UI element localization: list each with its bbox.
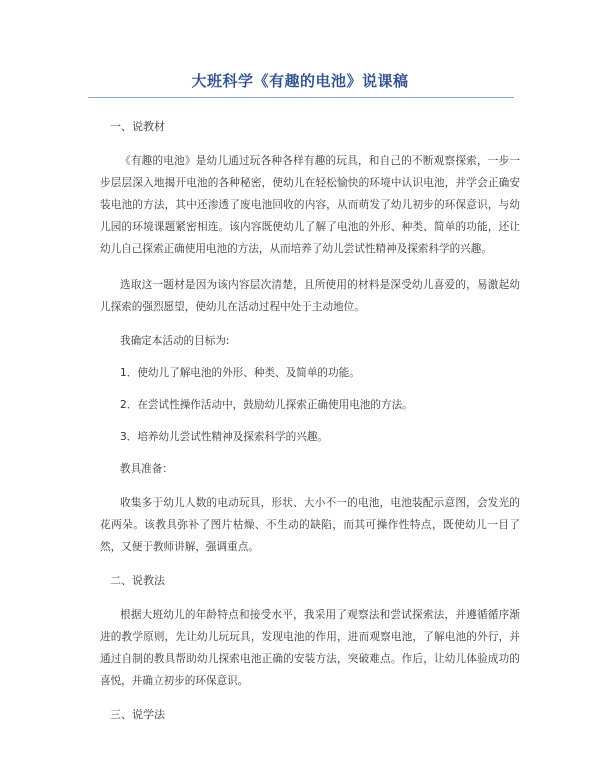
paragraph-teaching-method: 根据大班幼儿的年龄特点和接受水平，我采用了观察法和尝试探索法，并遵循循序渐进的教学原则，先让幼儿玩玩具，发现电池的作用，进而观察电池，了解电池的外行，并通过自制的教具帮助幼儿探索电池正确的安装方法，突破难点。作后，让幼儿体验成功的喜悦，并确立初步的环保意识。 (100, 609, 520, 687)
document-title: 大班科学《有趣的电池》说课稿 (191, 72, 409, 90)
goals-intro: 我确定本活动的目标为: (120, 335, 230, 347)
section-heading-teaching-method: 二、说教法 (110, 574, 165, 587)
title-underline (88, 97, 514, 98)
section-heading-textbook: 一、说教材 (110, 120, 165, 133)
section-heading-learning-method: 三、说学法 (110, 708, 165, 721)
paragraph-materials: 收集多于幼儿人数的电动玩具，形状、大小不一的电池，电池装配示意图，会发光的花两朵。该教具弥补了图片枯燥、不生动的缺陷，而其可操作性特点，既使幼儿一目了然，又便于教师讲解，强调重点。 (100, 497, 520, 553)
document-body (100, 118, 520, 738)
paragraph-topic-choice: 选取这一题材是因为该内容层次清楚，且所使用的材料是深受幼儿喜爱的，易激起幼儿探索的强烈愿望，使幼儿在活动过程中处于主动地位。 (100, 279, 520, 313)
goal-item-1: 1．使幼儿了解电池的外形、种类、及简单的功能。 (120, 367, 360, 379)
goal-item-3: 3．培养幼儿尝试性精神及探索科学的兴趣。 (120, 431, 329, 443)
materials-label: 教具准备： (120, 463, 173, 475)
goal-item-2: 2．在尝试性操作活动中，鼓励幼儿探索正确使用电池的方法。 (120, 399, 413, 411)
paragraph-intro: 《有趣的电池》是幼儿通过玩各种各样有趣的玩具，和自己的不断观察探索，一步一步层层深入地揭开电池的各种秘密，使幼儿在轻松愉快的环境中认识电池，并学会正确安装电池的方法，其中还渗透了废电池回收的内容，从而萌发了幼儿初步的环保意识，与幼儿园的环境课题紧密相连。该内容既使幼儿了解了电池的外形、种类、简单的功能，还让幼儿自己探索正确使用电池的方法，从而培养了幼儿尝试性精神及探索科学的兴趣。 (100, 155, 520, 255)
